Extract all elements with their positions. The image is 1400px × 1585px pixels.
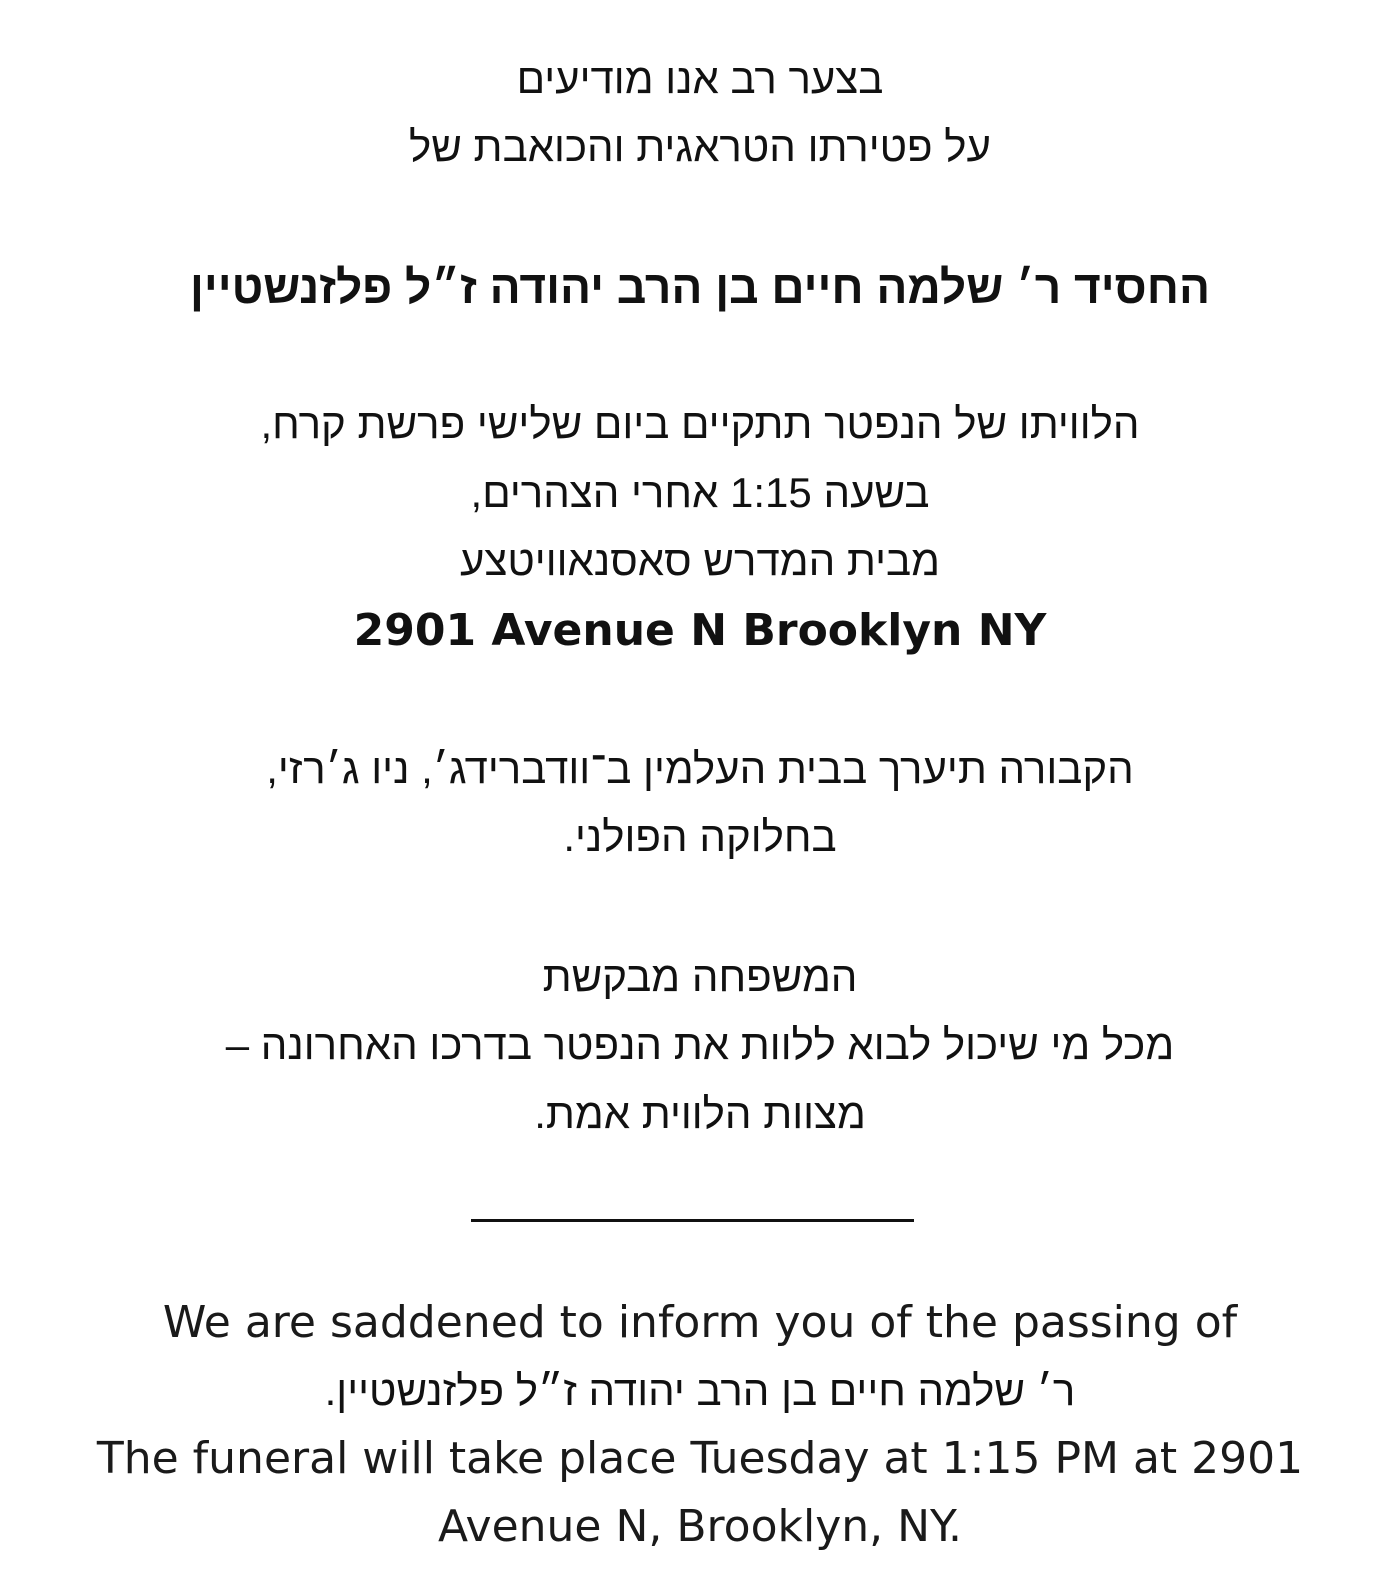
request-line-3: מצוות הלווית אמת. (534, 1090, 866, 1137)
funeral-line-3: מבית המדרש סאסנאוויטצע (460, 537, 940, 584)
funeral-line-2: בשעה 1:15 אחרי הצהרים, (470, 469, 930, 516)
request-line-1: המשפחה מבקשת (542, 953, 858, 1000)
burial-line-1: הקבורה תיערך בבית העלמין ב־וודברידג׳, ניו ג׳רזי, (266, 745, 1134, 792)
funeral-line-1: הלוויתו של הנפטר תתקיים ביום שלישי פרשת קרח, (260, 400, 1140, 447)
deceased-name: החסיד ר׳ שלמה חיים בן הרב יהודה ז״ל פלזנשטיין (189, 261, 1211, 313)
english-name-line: ר׳ שלמה חיים בן הרב יהודה ז״ל פלזנשטיין. (324, 1367, 1076, 1414)
funeral-address: 2901 Avenue N Brooklyn NY (353, 605, 1047, 656)
english-line-1: We are saddened to inform you of the passing of (162, 1297, 1238, 1348)
burial-line-2: בחלוקה הפולני. (563, 813, 837, 860)
intro-line-1: בצער רב אנו מודיעים (516, 55, 884, 102)
intro-line-2: על פטירתו הטראגית והכואבת של (408, 123, 992, 170)
english-line-4: Avenue N, Brooklyn, NY. (438, 1501, 962, 1552)
english-line-3: The funeral will take place Tuesday at 1:15 PM at 2901 (96, 1433, 1304, 1484)
divider (471, 1219, 914, 1222)
request-line-2: מכל מי שיכול לבוא ללוות את הנפטר בדרכו האחרונה – (225, 1021, 1175, 1068)
